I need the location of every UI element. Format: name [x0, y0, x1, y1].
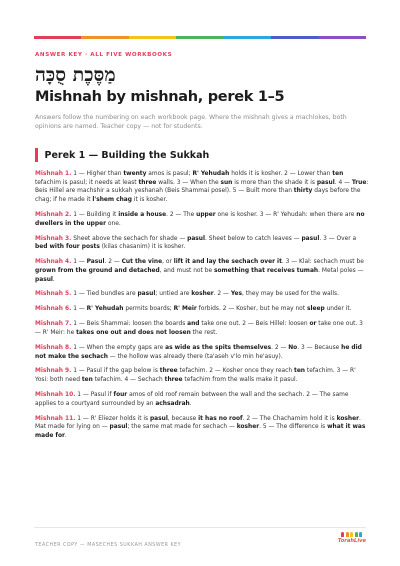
mishnah-answer	[35, 235, 370, 252]
answer-text: holds it is kosher. 2 — Lower than	[229, 171, 333, 177]
answer-key-term: pasul	[316, 179, 335, 186]
footer-divider	[34, 527, 366, 528]
answer-text: tefachim. 4 — Sechach	[92, 377, 165, 384]
answer-key-term: thirty	[293, 188, 313, 195]
answer-key-term: pasul	[137, 291, 156, 298]
answer-text: 1 —	[71, 306, 87, 313]
answer-text: one.	[106, 220, 121, 227]
section-accent-bar	[35, 148, 38, 162]
answer-text: tefachim is pasul; it needs at least	[35, 179, 139, 186]
answer-key-term: four	[113, 392, 128, 399]
answer-key-term: something that receives tumah	[213, 267, 319, 274]
answer-key-term: Pasul	[86, 259, 105, 266]
answer-key-term: True	[351, 179, 367, 186]
answer-key-term: pasul	[187, 235, 206, 242]
answer-text: . 4 —	[334, 179, 352, 186]
logo-bar	[350, 532, 353, 537]
answer-text: is more than the shade it is	[232, 179, 317, 186]
answer-key-term: l'shem chag	[92, 197, 132, 204]
answer-key-term: as wide as the spits themselves	[165, 344, 272, 351]
answer-key-term: sleep	[306, 306, 325, 313]
answer-text: . 2 — The Chachamim hold it is	[242, 415, 337, 422]
answer-text: 1 — Pasul if	[75, 392, 114, 399]
answer-text: . 2 —	[104, 259, 122, 266]
answer-key-term: kosher	[336, 415, 359, 422]
hebrew-title: מַסֶּכֶת סֻכָּה	[35, 64, 116, 86]
answer-key-term: lift it and lay the sechach over it	[173, 259, 282, 266]
rainbow-segment	[224, 36, 271, 39]
answer-text: 1 — Pasul if the gap below is	[71, 368, 160, 375]
answer-text: ; the same mat made for sechach —	[127, 424, 237, 431]
answer-key-term: pasul	[109, 424, 128, 431]
answer-key-term: ten	[332, 171, 344, 177]
answer-text: . 2 —	[271, 344, 289, 351]
answer-text: . Mat made for lying on —	[35, 415, 361, 431]
mishnah-number: Mishnah 1.	[35, 171, 72, 177]
answer-text: 1 — Higher than	[71, 171, 124, 177]
mishnah-number: Mishnah 8.	[35, 344, 72, 351]
answer-key-term: kosher	[191, 291, 214, 298]
answer-text: days before the chag; if he made it	[35, 188, 361, 204]
answer-text: tefachim from the walls make it pasul.	[182, 377, 298, 384]
mishnah-answer	[35, 170, 370, 205]
answer-key-term: no dwellers in the upper	[35, 212, 365, 227]
answer-text: 1 — Building it	[71, 212, 119, 218]
intro-text: Answers follow the numbering on each workbook page. Where the mishnah gives a machlokes, both opinions are named. Teacher copy — not for students.	[35, 114, 347, 131]
logo-bar	[341, 532, 344, 537]
answer-text: , or	[162, 259, 174, 266]
answer-key-term: kosher	[236, 424, 260, 431]
answer-key-term: three	[164, 377, 183, 384]
eyebrow-label: ANSWER KEY · ALL FIVE WORKBOOKS	[35, 52, 173, 58]
answer-key-term: bed with four posts	[35, 244, 100, 251]
answer-text: take one out. 2 — Beis Hillel: loosen	[199, 321, 310, 328]
answer-text: : Beis Hillel are machshir a sukkah yeshanah (Beis Shammai posel). 5 — Built more than	[35, 179, 369, 195]
answer-text: , and must not be	[159, 267, 214, 274]
answer-text: take one out. 3 — R' Meir: he	[35, 321, 363, 336]
answer-text: 1 — When the empty gaps are	[71, 344, 166, 351]
answer-text: . 3 — Klal: sechach must be	[281, 259, 364, 266]
answer-key-term: pasul	[301, 235, 320, 242]
rainbow-segment	[129, 36, 176, 39]
answer-key-term: he did not make the sechach	[35, 344, 362, 360]
mishnah-answer	[35, 320, 370, 337]
answer-text: . 2 — The	[166, 212, 197, 218]
mishnah-number: Mishnah 10.	[35, 392, 76, 399]
mishnah-answer	[35, 367, 370, 384]
rainbow-bar	[34, 36, 366, 39]
answer-key-term: or	[309, 321, 317, 328]
section-title: Perek 1 — Building the Sukkah	[44, 149, 210, 161]
answer-text: amos is pasul;	[146, 171, 193, 177]
answer-key-term: twenty	[123, 171, 147, 177]
answer-list	[35, 170, 370, 447]
answer-key-term: Yes	[230, 291, 243, 298]
logo-text: TorahLive	[337, 538, 366, 544]
answer-text: Sheet above the sechach for shade —	[71, 235, 188, 242]
answer-key-term: R' Yehudah	[192, 171, 230, 177]
rainbow-segment	[81, 36, 128, 39]
answer-key-term: R' Meir	[173, 306, 197, 313]
answer-text: . Metal poles —	[318, 267, 364, 274]
mishnah-number: Mishnah 5.	[35, 291, 72, 298]
answer-key-term: three	[159, 368, 178, 375]
answer-text: 1 —	[71, 259, 87, 266]
answer-text: walls. 3 — When the	[156, 179, 221, 186]
answer-text: under it.	[324, 306, 352, 313]
answer-key-term: what it was made for	[35, 424, 366, 440]
answer-text: ; untied are	[155, 291, 192, 298]
answer-text: . 2 —	[213, 291, 231, 298]
answer-key-term: grown from the ground and detached	[35, 267, 160, 274]
answer-text: permits boards;	[123, 306, 174, 313]
answer-text: it is kosher.	[132, 197, 168, 204]
torahlive-logo	[338, 532, 366, 544]
logo-bar	[346, 532, 349, 537]
answer-text: (kilas chasanim) it is kosher.	[99, 244, 186, 251]
answer-key-term: takes one out and does not loosen	[76, 329, 191, 336]
answer-text: . 5 — The difference is	[259, 424, 328, 431]
mishnah-number: Mishnah 11.	[35, 415, 76, 422]
answer-text: tefachim. 2 — Kosher once they reach	[177, 368, 294, 375]
rainbow-segment	[176, 36, 223, 39]
answer-text: . Sheet below to catch leaves —	[205, 235, 302, 242]
footer-text: TEACHER COPY — MASECHES SUKKAH ANSWER KEY	[35, 543, 182, 548]
answer-key-term: ten	[294, 368, 306, 375]
logo-mark-icon	[341, 532, 362, 537]
answer-text: .	[64, 433, 67, 440]
logo-bar	[355, 532, 358, 537]
mishnah-number: Mishnah 7.	[35, 321, 72, 328]
answer-key-term: pasul	[35, 276, 53, 283]
mishnah-number: Mishnah 6.	[35, 306, 72, 313]
answer-text: , because	[167, 415, 199, 422]
answer-key-term: ten	[81, 377, 93, 384]
answer-text: the rest.	[190, 329, 218, 336]
answer-text: 1 — Tied bundles are	[71, 291, 138, 298]
answer-key-term: three	[138, 179, 157, 186]
answer-key-term: it has no roof	[198, 415, 243, 422]
answer-text: — the hollow was already there (ta'aseh v'lo min he'asuy).	[107, 353, 283, 360]
mishnah-answer	[35, 344, 370, 361]
answer-key-term: and	[187, 321, 200, 328]
mishnah-answer	[35, 290, 370, 299]
mishnah-number: Mishnah 2.	[35, 212, 72, 218]
answer-text: , they may be used for the walls.	[242, 291, 339, 298]
mishnah-answer	[35, 258, 370, 284]
mishnah-answer	[35, 211, 370, 228]
section-header	[35, 148, 209, 162]
answer-text: . 3 — Because	[297, 344, 342, 351]
rainbow-segment	[34, 36, 81, 39]
answer-text: amos of old roof remain between the wall and the sechach. 2 — The same applies to a courtyard surrounded by an	[35, 392, 349, 407]
mishnah-number: Mishnah 4.	[35, 259, 72, 266]
answer-text: forbids. 2 — Kosher, but he may not	[196, 306, 307, 313]
mishnah-answer	[35, 415, 370, 441]
answer-key-term: Cut the vine	[121, 259, 163, 266]
answer-text: one is kosher. 3 — R' Yehudah: when there are	[215, 212, 357, 218]
answer-key-term: No	[288, 344, 298, 351]
mishnah-answer	[35, 391, 370, 408]
page-title: Mishnah by mishnah, perek 1–5	[35, 89, 285, 105]
answer-text: .	[52, 276, 55, 283]
rainbow-segment	[271, 36, 318, 39]
answer-key-term: sun	[220, 179, 233, 186]
answer-key-term: upper	[196, 212, 216, 218]
answer-key-term: R' Yehudah	[86, 306, 124, 313]
answer-text: . 3 — Over a	[319, 235, 357, 242]
rainbow-segment	[319, 36, 366, 39]
answer-key-term: achsadrah	[155, 400, 190, 407]
answer-text: 1 — Beis Shammai: loosen the boards	[71, 321, 188, 328]
answer-key-term: pasul	[149, 415, 168, 422]
answer-key-term: inside a house	[118, 212, 167, 218]
logo-bar	[359, 532, 362, 537]
answer-text: 1 — R' Eliezer holds it is	[75, 415, 150, 422]
answer-text: .	[189, 400, 192, 407]
mishnah-answer	[35, 305, 370, 314]
mishnah-number: Mishnah 9.	[35, 368, 72, 375]
answer-text: tefachim. 3 — R' Yosi: both need	[35, 368, 356, 384]
mishnah-number: Mishnah 3.	[35, 235, 72, 242]
